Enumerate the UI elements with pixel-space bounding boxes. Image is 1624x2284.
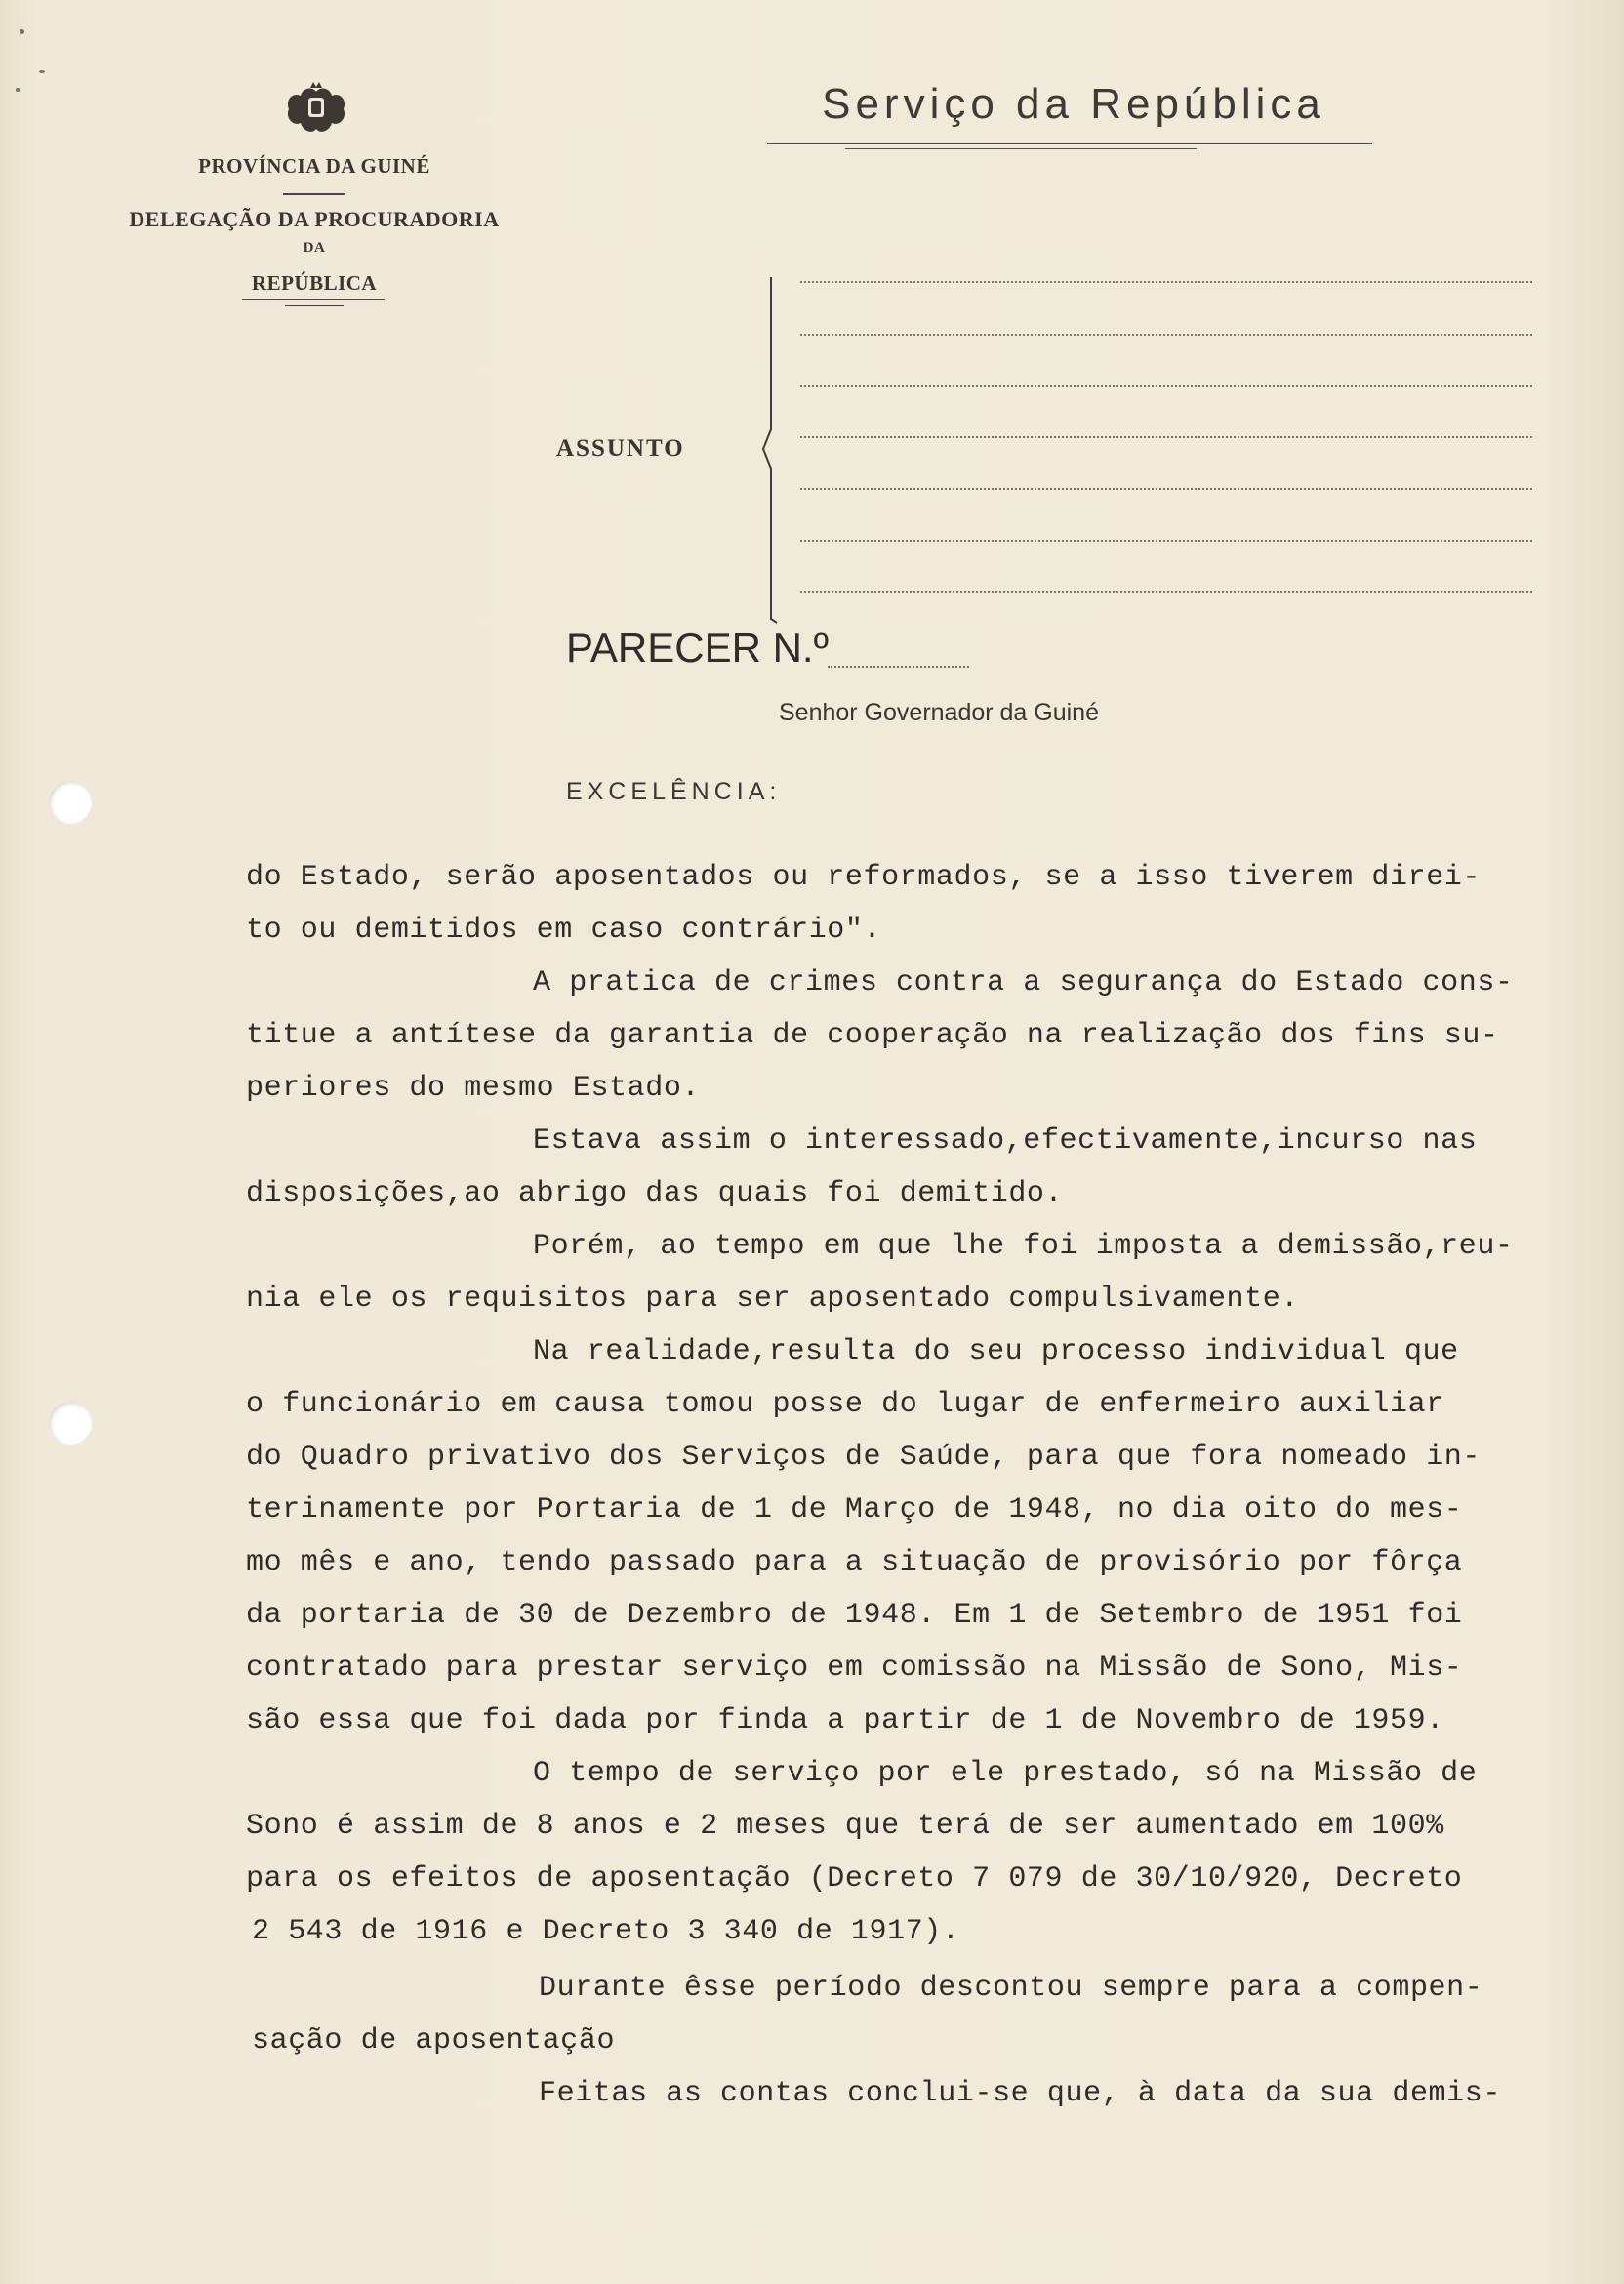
opinion-number-field[interactable] — [828, 666, 969, 668]
body-line: 2 543 de 1916 e Decreto 3 340 de 1917). — [252, 1915, 960, 1948]
body-line: Feitas as contas conclui-se que, à data da sua demis- — [539, 2077, 1501, 2110]
title-underline — [845, 148, 1197, 149]
salutation: EXCELÊNCIA: — [566, 778, 782, 805]
divider — [283, 193, 345, 195]
body-line: disposições,ao abrigo das quais foi demitido. — [246, 1177, 1064, 1210]
body-line: do Estado, serão aposentados ou reformados, se a isso tiverem direi- — [246, 861, 1481, 894]
body-line: sação de aposentação — [252, 2024, 616, 2058]
body-line: o funcionário em causa tomou posse do lugar de enfermeiro auxiliar — [246, 1388, 1444, 1421]
body-line: O tempo de serviço por ele prestado, só na Missão de — [533, 1757, 1478, 1790]
paper-speck — [16, 88, 20, 92]
body-line: contratado para prestar serviço em comissão na Missão de Sono, Mis- — [246, 1652, 1463, 1685]
body-line: A pratica de crimes contra a segurança do Estado cons- — [533, 966, 1514, 999]
punch-hole — [49, 1402, 92, 1445]
subject-line[interactable] — [800, 334, 1532, 336]
subject-label: ASSUNTO — [556, 435, 685, 462]
punch-hole — [49, 781, 92, 824]
body-line: periores do mesmo Estado. — [246, 1072, 701, 1105]
body-line: Na realidade,resulta do seu processo individual que — [533, 1335, 1459, 1368]
paper-speck — [39, 70, 45, 73]
body-line: são essa que foi dada por finda a partir de 1 de Novembro de 1959. — [246, 1704, 1444, 1737]
body-line: Estava assim o interessado,efectivamente,incurso nas — [533, 1124, 1478, 1158]
body-line: Durante êsse período descontou sempre para a compen- — [539, 1972, 1483, 2005]
subject-line[interactable] — [800, 591, 1532, 593]
body-line: nia ele os requisitos para ser aposentado compulsivamente. — [246, 1283, 1299, 1316]
body-line: da portaria de 30 de Dezembro de 1948. Em 1 de Setembro de 1951 foi — [246, 1599, 1463, 1632]
subject-bracket — [757, 273, 796, 625]
delegation-conjunction: DA — [303, 240, 326, 256]
delegation-republica: REPÚBLICA — [251, 271, 378, 295]
subject-line[interactable] — [800, 281, 1532, 283]
subject-line[interactable] — [800, 540, 1532, 542]
addressee: Senhor Governador da Guiné — [779, 699, 1099, 726]
opinion-number-label: PARECER N.º — [566, 625, 829, 671]
coat-of-arms-icon — [281, 82, 351, 137]
body-line: to ou demitidos em caso contrário". — [246, 914, 882, 947]
paper-speck — [20, 29, 24, 34]
subject-line[interactable] — [800, 436, 1532, 438]
subject-line[interactable] — [800, 488, 1532, 490]
service-title: Serviço da República — [822, 80, 1325, 128]
delegation-name: DELEGAÇÃO DA PROCURADORIA — [129, 207, 500, 231]
body-line: para os efeitos de aposentação (Decreto 7 079 de 30/10/920, Decreto — [246, 1862, 1463, 1896]
title-underline — [767, 143, 1372, 144]
province-name: PROVÍNCIA DA GUINÉ — [198, 154, 430, 178]
divider — [285, 305, 344, 306]
body-line: terinamente por Portaria de 1 de Março de 1948, no dia oito do mes- — [246, 1493, 1463, 1527]
divider — [242, 299, 385, 300]
body-line: do Quadro privativo dos Serviços de Saúde, para que fora nomeado in- — [246, 1441, 1481, 1474]
body-line: Porém, ao tempo em que lhe foi imposta a demissão,reu- — [533, 1230, 1514, 1263]
body-line: titue a antítese da garantia de cooperação na realização dos fins su- — [246, 1019, 1499, 1052]
body-line: Sono é assim de 8 anos e 2 meses que terá de ser aumentado em 100% — [246, 1810, 1444, 1843]
subject-line[interactable] — [800, 385, 1532, 387]
body-line: mo mês e ano, tendo passado para a situação de provisório por fôrça — [246, 1546, 1463, 1579]
